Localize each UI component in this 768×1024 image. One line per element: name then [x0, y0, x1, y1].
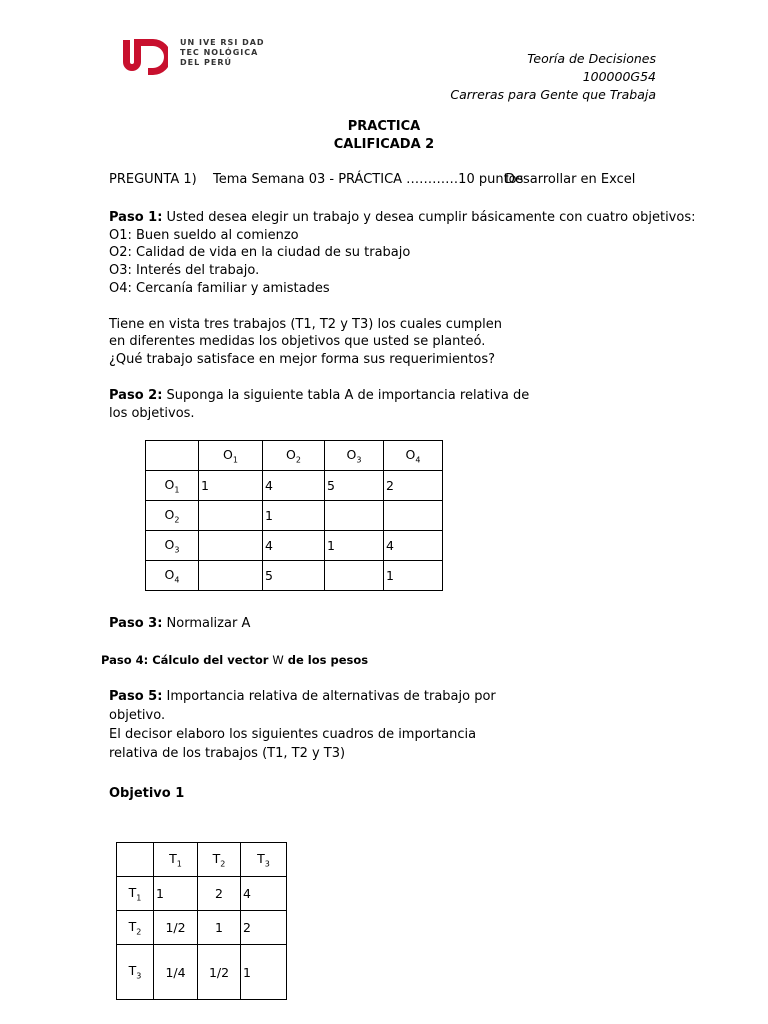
university-line: UN IVE RSI DAD [180, 38, 265, 47]
table-cell: 1 [384, 561, 443, 591]
row-head: $O_4$ [146, 561, 199, 591]
table-row [146, 501, 443, 531]
page-subtitle: CALIFICADA 2 [333, 137, 435, 152]
table-corner [146, 441, 199, 471]
question-label: PREGUNTA 1) [109, 172, 197, 187]
intro-line: ¿Qué trabajo satisface en mejor forma sus requerimientos? [109, 352, 496, 367]
university-name [180, 38, 265, 68]
paso3-line [109, 615, 250, 633]
col-head: $T_1$ [154, 843, 198, 877]
table-header-row [117, 843, 287, 877]
col-head: $O_2$ [263, 441, 325, 471]
university-line: TEC NOLÓGICA [180, 48, 259, 57]
table-cell: 1/2 [198, 945, 241, 1000]
objective-item: O3: Interés del trabajo. [109, 263, 260, 278]
table-cell: 1 [154, 877, 198, 911]
utp-logo [113, 37, 168, 83]
table-corner [117, 843, 154, 877]
row-head: $O_3$ [146, 531, 199, 561]
objetivo1-label: Objetivo 1 [109, 786, 185, 801]
paso1-text: Usted desea elegir un trabajo y desea cumplir básicamente con cuatro objetivos: [162, 210, 696, 225]
table-cell [384, 501, 443, 531]
paso1-line [109, 209, 695, 227]
table-cell: 5 [263, 561, 325, 591]
paso5-line: relativa de los trabajos (T1, T2 y T3) [109, 746, 346, 761]
program-name: Carreras para Gente que Trabaja [450, 87, 656, 102]
col-head: $O_4$ [384, 441, 443, 471]
table-row [117, 945, 287, 1000]
question-topic: Tema Semana 03 - PRÁCTICA …………10 puntos [213, 172, 524, 187]
table-row [146, 561, 443, 591]
table-header-row [146, 441, 443, 471]
paso5-text: Importancia relativa de alternativas de trabajo por [162, 689, 496, 704]
paso5-line: El decisor elaboro los siguientes cuadros de importancia [109, 727, 477, 742]
course-code: 100000G54 [582, 69, 656, 84]
table-row [146, 531, 443, 561]
table-cell: 4 [263, 531, 325, 561]
col-head: $O_3$ [325, 441, 384, 471]
row-head: $T_3$ [117, 945, 154, 1000]
table-cell: 1 [325, 531, 384, 561]
question-instruction: Desarrollar en Excel [505, 172, 636, 187]
paso3-label: Paso 3: [109, 616, 163, 631]
question-line [109, 171, 635, 189]
table-cell [325, 561, 384, 591]
col-head: $T_3$ [241, 843, 287, 877]
table-row [117, 877, 287, 911]
table-cell: 2 [198, 877, 241, 911]
objective-item: O1: Buen sueldo al comienzo [109, 228, 299, 243]
paso4-w: W [272, 653, 284, 667]
paso4-label: Paso 4: Cálculo del vector [101, 653, 273, 667]
paso2-line2: los objetivos. [109, 406, 195, 421]
table-cell: 1 [241, 945, 287, 1000]
table-cell: 5 [325, 471, 384, 501]
col-head: $T_2$ [198, 843, 241, 877]
row-head: $O_1$ [146, 471, 199, 501]
paso5-line: objetivo. [109, 708, 166, 723]
table-cell: 4 [241, 877, 287, 911]
intro-line: Tiene en vista tres trabajos (T1, T2 y T3) los cuales cumplen [109, 317, 502, 332]
intro-line: en diferentes medidas los objetivos que usted se planteó. [109, 334, 486, 349]
row-head: $T_1$ [117, 877, 154, 911]
page-title: PRACTICA [347, 119, 421, 134]
paso2-line [109, 387, 529, 405]
table-row [117, 911, 287, 945]
table-cell: 1/2 [154, 911, 198, 945]
course-name: Teoría de Decisiones [527, 51, 656, 66]
table-cell: 1 [263, 501, 325, 531]
row-head: $T_2$ [117, 911, 154, 945]
paso2-text: Suponga la siguiente tabla A de importancia relativa de [162, 388, 530, 403]
table-cell [199, 531, 263, 561]
university-line: DEL PERÚ [180, 58, 232, 67]
row-head: $O_2$ [146, 501, 199, 531]
table-cell: 4 [263, 471, 325, 501]
objective-item: O2: Calidad de vida en la ciudad de su trabajo [109, 245, 411, 260]
table-cell: 1 [198, 911, 241, 945]
col-head: $O_1$ [199, 441, 263, 471]
paso1-label: Paso 1: [109, 210, 163, 225]
paso4-line [101, 651, 368, 669]
table-a [145, 440, 443, 591]
table-cell [325, 501, 384, 531]
table-cell [199, 561, 263, 591]
table-cell: 1/4 [154, 945, 198, 1000]
paso2-label: Paso 2: [109, 388, 163, 403]
table-row [146, 471, 443, 501]
paso5-line [109, 688, 496, 706]
paso5-label: Paso 5: [109, 689, 163, 704]
table-cell [199, 501, 263, 531]
objective-item: O4: Cercanía familiar y amistades [109, 281, 330, 296]
table-cell: 1 [199, 471, 263, 501]
course-header [450, 50, 656, 104]
paso3-text: Normalizar A [162, 616, 251, 631]
table-cell: 2 [384, 471, 443, 501]
table-cell: 4 [384, 531, 443, 561]
table-cell: 2 [241, 911, 287, 945]
paso4-text: de los pesos [283, 653, 369, 667]
table-objetivo1 [116, 842, 287, 1000]
